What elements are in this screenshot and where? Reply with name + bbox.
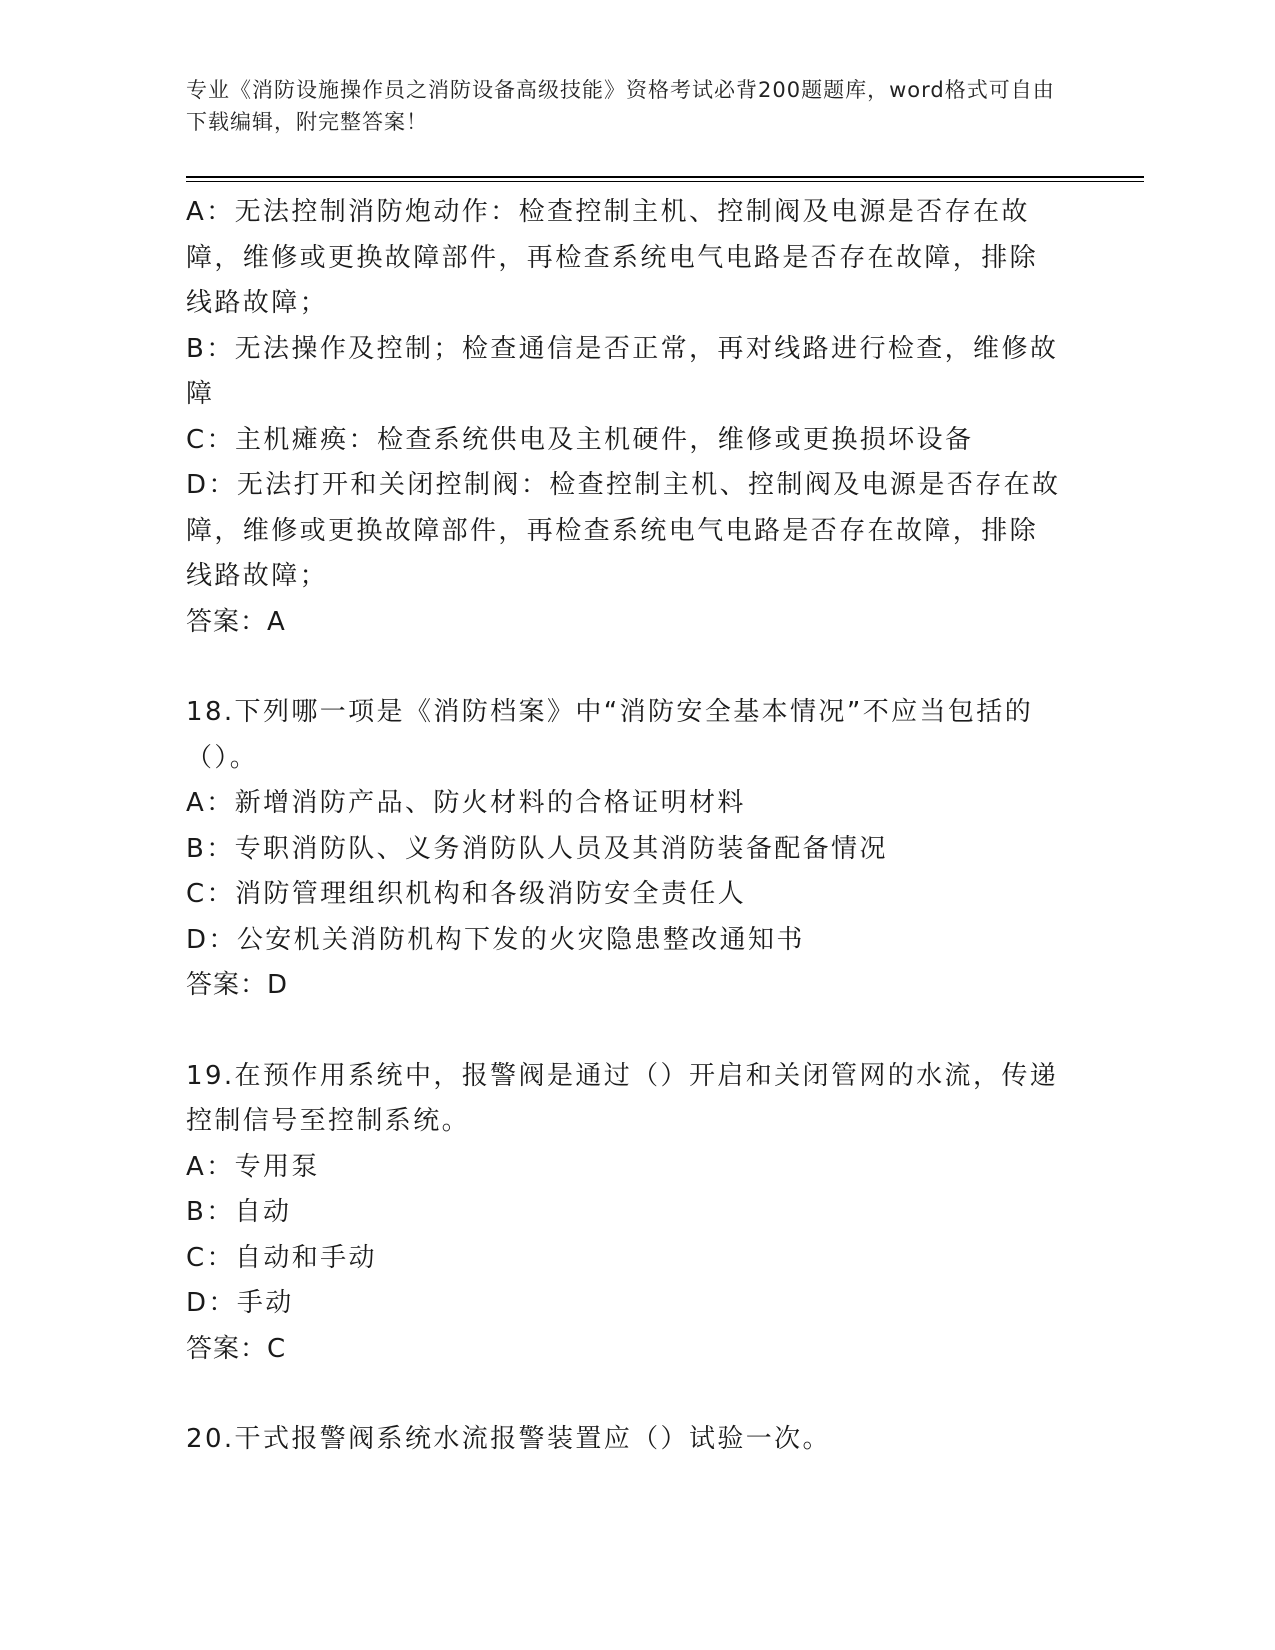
option-c: C：自动和手动 [186, 1242, 377, 1273]
option-a: A：专用泵 [186, 1151, 320, 1182]
document-title: 专业《消防设施操作员之消防设备高级技能》资格考试必背200题题库，word格式可自由下载编辑，附完整答案！ [186, 78, 1055, 134]
header-rule-thick [186, 176, 1144, 178]
question-block-18 [186, 690, 1066, 1009]
question-stem: 20.干式报警阀系统水流报警装置应（）试验一次。 [186, 1424, 831, 1454]
option-d: D：手动 [186, 1288, 294, 1318]
spacer [186, 645, 1066, 690]
option-a: A：新增消防产品、防火材料的合格证明材料 [186, 788, 746, 818]
option-c: C：消防管理组织机构和各级消防安全责任人 [186, 879, 747, 909]
question-stem: 19.在预作用系统中，报警阀是通过（）开启和关闭管网的水流，传递控制信号至控制系统。 [186, 1060, 1059, 1136]
question-stem: 18.下列哪一项是《消防档案》中“消防安全基本情况”不应当包括的（）。 [186, 697, 1034, 773]
option-d: D：公安机关消防机构下发的火灾隐患整改通知书 [186, 924, 805, 955]
question-content [186, 190, 1066, 1463]
option-d: D：无法打开和关闭控制阀：检查控制主机、控制阀及电源是否存在故障，维修或更换故障部件，再检查系统电气电路是否存在故障，排除线路故障； [186, 470, 1061, 591]
answer-line: 答案：D [186, 970, 289, 1000]
option-c: C：主机瘫痪：检查系统供电及主机硬件，维修或更换损坏设备 [186, 424, 974, 455]
option-b: B：无法操作及控制；检查通信是否正常，再对线路进行检查，维修故障 [186, 333, 1059, 409]
header-rule-thin [186, 181, 1144, 182]
spacer [186, 1372, 1066, 1417]
option-a: A：无法控制消防炮动作：检查控制主机、控制阀及电源是否存在故障，维修或更换故障部件，再检查系统电气电路是否存在故障，排除线路故障； [186, 197, 1039, 318]
question-block-20 [186, 1417, 1066, 1463]
document-header [186, 74, 1066, 138]
option-b: B：专职消防队、义务消防队人员及其消防装备配备情况 [186, 833, 888, 864]
answer-line: 答案：A [186, 606, 286, 637]
answer-line: 答案：C [186, 1333, 287, 1364]
question-block-17 [186, 190, 1066, 645]
question-block-19 [186, 1054, 1066, 1373]
spacer [186, 1009, 1066, 1054]
option-b: B：自动 [186, 1197, 292, 1227]
